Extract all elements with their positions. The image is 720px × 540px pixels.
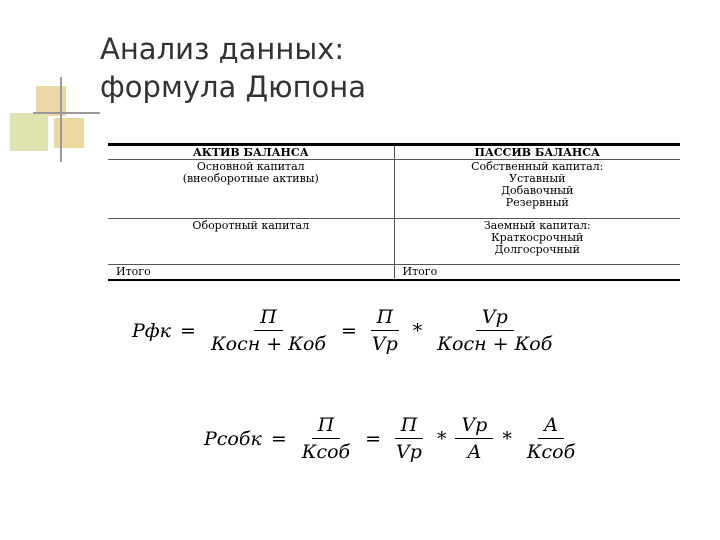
- cell-line: Резервный: [505, 196, 569, 209]
- denominator: Ксоб: [526, 441, 576, 463]
- equals-sign: =: [340, 319, 357, 342]
- header-assets: АКТИВ БАЛАНСА: [108, 146, 395, 159]
- fraction: [205, 306, 332, 355]
- header-liabilities: ПАССИВ БАЛАНСА: [474, 146, 601, 159]
- total-liabilities: Итого: [402, 265, 438, 278]
- formula-lhs: Рсобк: [204, 427, 262, 450]
- cell-fixed-capital: [108, 160, 395, 218]
- numerator: Vр: [476, 306, 514, 331]
- cell-line: Долгосрочный: [494, 243, 580, 256]
- fraction: [455, 414, 493, 463]
- cell-working-capital: [108, 219, 395, 264]
- table-header-row: [108, 146, 680, 160]
- equals-sign: =: [180, 319, 196, 342]
- numerator: Vр: [455, 414, 493, 439]
- fraction: [390, 414, 428, 463]
- cell-line: Собственный капитал:: [471, 160, 604, 173]
- fraction: [431, 306, 558, 355]
- numerator: П: [371, 306, 400, 331]
- cell-line: Основной капитал: [196, 160, 305, 173]
- fraction: [521, 414, 581, 463]
- table-row: [108, 160, 680, 219]
- cell-line: Краткосрочный: [491, 231, 584, 244]
- formula-rfk: [132, 306, 562, 355]
- decor-horizontal-line: [33, 112, 100, 114]
- slide-title-line1: Анализ данных:: [100, 32, 345, 66]
- cell-borrowed-capital: [395, 219, 681, 264]
- multiply-sign: *: [502, 427, 512, 450]
- numerator: П: [254, 306, 283, 331]
- equals-sign: =: [365, 427, 382, 450]
- denominator: Vр: [396, 441, 422, 463]
- slide-title-line2: формула Дюпона: [100, 70, 367, 104]
- cell-line: Добавочный: [501, 184, 574, 197]
- numerator: П: [312, 414, 341, 439]
- denominator: Косн + Коб: [210, 333, 326, 355]
- equals-sign: =: [270, 427, 287, 450]
- total-assets: Итого: [108, 265, 395, 279]
- denominator: Ксоб: [301, 441, 351, 463]
- decor-square: [10, 113, 48, 151]
- cell-equity: [395, 160, 681, 218]
- cell-line: (внеоборотные активы): [182, 172, 319, 185]
- decor-square: [54, 118, 84, 148]
- denominator: Vр: [371, 333, 398, 355]
- cell-line: Уставный: [509, 172, 566, 185]
- multiply-sign: *: [412, 319, 423, 342]
- numerator: А: [538, 414, 564, 439]
- balance-table: [108, 143, 680, 281]
- decor-vertical-line: [60, 77, 62, 162]
- slide-title: [100, 30, 660, 106]
- fraction: [296, 414, 356, 463]
- fraction: [366, 306, 404, 355]
- cell-line: Оборотный капитал: [192, 219, 310, 232]
- denominator: Косн + Коб: [437, 333, 553, 355]
- multiply-sign: *: [436, 427, 447, 450]
- table-total-row: [108, 265, 680, 279]
- numerator: П: [395, 414, 424, 439]
- table-row: [108, 219, 680, 265]
- denominator: А: [467, 441, 482, 463]
- formula-lhs: Рфк: [132, 319, 172, 342]
- formula-rsobk: [204, 414, 585, 463]
- cell-line: Заемный капитал:: [483, 219, 591, 232]
